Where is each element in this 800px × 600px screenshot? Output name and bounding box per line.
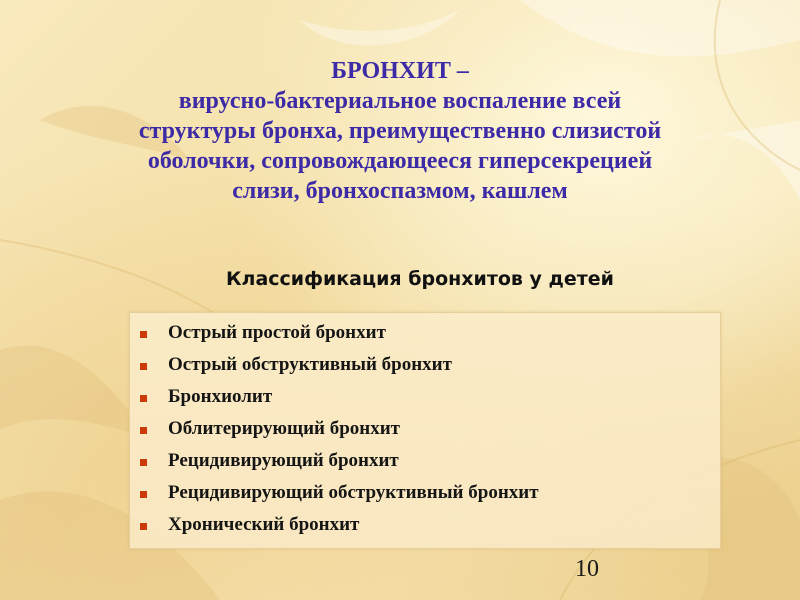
page-number: 10 <box>575 556 599 582</box>
square-bullet-icon <box>140 491 147 498</box>
title-term: БРОНХИТ – <box>331 58 469 84</box>
square-bullet-icon <box>140 427 147 434</box>
classification-list-box <box>129 312 721 549</box>
list-item-label: Рецидивирующий обструктивный бронхит <box>168 482 539 503</box>
list-item-label: Облитерирующий бронхит <box>168 418 401 439</box>
list-item-label: Рецидивирующий бронхит <box>168 450 399 471</box>
definition-title <box>30 56 770 206</box>
list-item-label: Хронический бронхит <box>168 514 360 535</box>
list-item-label: Бронхиолит <box>168 386 273 407</box>
classification-heading: Классификация бронхитов у детей <box>226 268 614 290</box>
list-item-label: Острый простой бронхит <box>168 322 386 343</box>
list-item-label: Острый обструктивный бронхит <box>168 354 452 375</box>
square-bullet-icon <box>140 523 147 530</box>
square-bullet-icon <box>140 459 147 466</box>
square-bullet-icon <box>140 363 147 370</box>
title-definition-line-2: структуры бронха, преимущественно слизистой <box>138 118 662 144</box>
square-bullet-icon <box>140 331 147 338</box>
title-definition-line-3: оболочки, сопровождающееся гиперсекрецией <box>147 148 653 174</box>
square-bullet-icon <box>140 395 147 402</box>
title-definition-line-4: слизи, бронхоспазмом, кашлем <box>232 178 568 204</box>
title-definition-line-1: вирусно-бактериальное воспаление всей <box>178 88 622 114</box>
